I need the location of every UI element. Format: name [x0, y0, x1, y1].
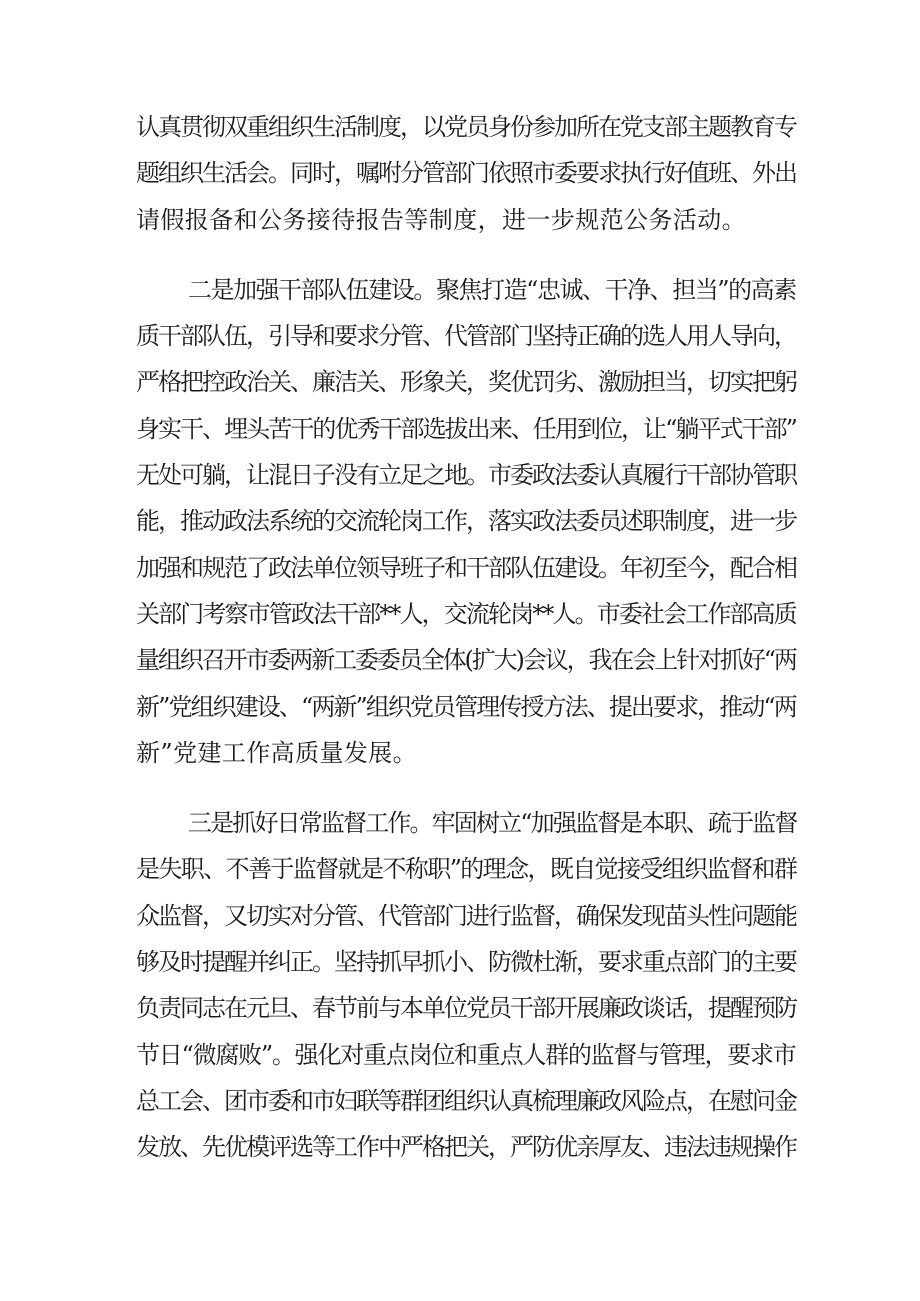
- paragraph-3-line-5: 负责同志在元旦、春节前与本单位党员干部开展廉政谈话，提醒预防: [136, 994, 796, 1023]
- paragraph-2-line-6: 能，推动政法系统的交流轮岗工作，落实政法委员述职制度，进一步: [136, 507, 796, 536]
- paragraph-2-line-3: 严格把控政治关、廉洁关、形象关，奖优罚劣、激励担当，切实把躬: [136, 368, 796, 397]
- paragraph-3-line-4: 够及时提醒并纠正。坚持抓早抓小、防微杜渐，要求重点部门的主要: [136, 948, 796, 977]
- paragraph-2-line-8: 关部门考察市管政法干部**人，交流轮岗**人。市委社会工作部高质: [136, 599, 796, 628]
- paragraph-3-line-7: 总工会、团市委和市妇联等群团组织认真梳理廉政风险点，在慰问金: [136, 1086, 796, 1115]
- paragraph-2-line-9: 量组织召开市委两新工委委员全体(扩大)会议，我在会上针对抓好“两: [136, 646, 796, 675]
- paragraph-2-line-4: 身实干、埋头苦干的优秀干部选拔出来、任用到位，让“躺平式干部”: [136, 414, 796, 443]
- paragraph-2-line-7: 加强和规范了政法单位领导班子和干部队伍建设。年初至今，配合相: [136, 553, 796, 582]
- paragraph-1: [136, 104, 796, 243]
- paragraph-3-line-8: 发放、先优模评选等工作中严格把关，严防优亲厚友、违法违规操作: [136, 1133, 796, 1162]
- paragraph-2-line-11: 新”党建工作高质量发展。: [136, 738, 418, 767]
- paragraph-2-line-1: 二是加强干部队伍建设。聚焦打造“忠诚、干净、担当”的高素: [188, 275, 796, 304]
- paragraph-3: [136, 800, 796, 1170]
- document-body: [136, 104, 796, 1171]
- paragraph-2-line-10: 新”党组织建设、“两新”组织党员管理传授方法、提出要求，推动“两: [136, 692, 796, 721]
- paragraph-3-line-6: 节日“微腐败”。强化对重点岗位和重点人群的监督与管理，要求市: [136, 1040, 796, 1069]
- paragraph-1-line-1: 认真贯彻双重组织生活制度，以党员身份参加所在党支部主题教育专: [136, 113, 796, 141]
- paragraph-3-line-3: 众监督，又切实对分管、代管部门进行监督，确保发现苗头性问题能: [136, 901, 796, 930]
- paragraph-gap: [136, 776, 796, 800]
- paragraph-2-line-5: 无处可躺，让混日子没有立足之地。市委政法委认真履行干部协管职: [136, 461, 796, 490]
- paragraph-1-line-2: 题组织生活会。同时，嘱咐分管部门依照市委要求执行好值班、外出: [136, 159, 796, 188]
- paragraph-gap: [136, 243, 796, 267]
- paragraph-2: [136, 267, 796, 776]
- paragraph-3-line-1: 三是抓好日常监督工作。牢固树立“加强监督是本职、疏于监督: [188, 809, 797, 838]
- paragraph-3-line-2: 是失职、不善于监督就是不称职”的理念，既自觉接受组织监督和群: [136, 855, 797, 884]
- paragraph-2-line-2: 质干部队伍，引导和要求分管、代管部门坚持正确的选人用人导向，: [136, 322, 796, 351]
- paragraph-1-line-3: 请假报备和公务接待报告等制度，进一步规范公务活动。: [136, 205, 746, 234]
